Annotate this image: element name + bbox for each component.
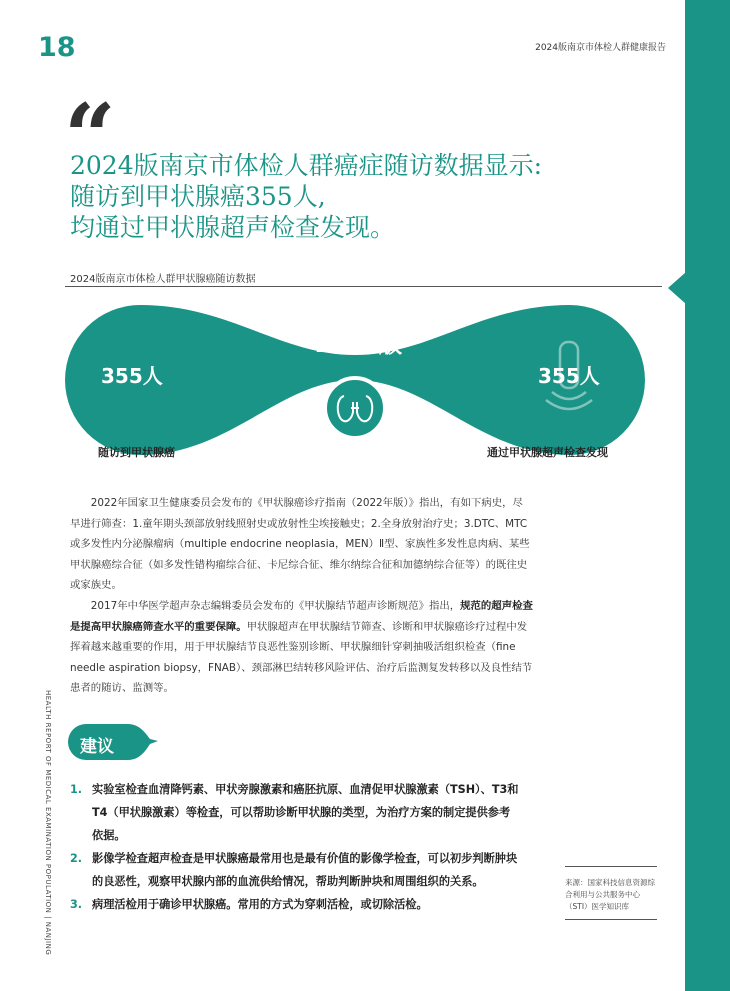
body-paragraph-1 [70,493,533,596]
body-paragraph-2 [70,596,533,699]
p2-emphasis: 规范的超声检查是提高甲状腺癌筛查水平的重要保障。 [70,600,533,633]
center-year-title: 2024版 [315,332,403,358]
advice-item-number: 3. [70,898,83,911]
advice-item [70,893,520,916]
caption-divider [65,286,662,287]
source-bottom-rule [565,919,657,920]
headline-line-3: 均通过甲状腺超声检查发现。 [70,213,396,242]
source-note [565,866,657,920]
headline-line-2: 随访到甲状腺癌355人, [70,182,326,211]
advice-item [70,847,520,893]
left-value: 355人 [101,364,163,388]
body-paragraph-1-text: 2022年国家卫生健康委员会发布的《甲状腺癌诊疗指南（2022年版）》指出，有如下病史，尽早进行筛查：1.童年期头颈部放射线照射史或放射性尘埃接触史；2.全身放射治疗史；3.DTC、MTC或多发性内分泌腺瘤病（multiple endocrine neoplasia，MEN）Ⅱ型、家族性多发性息肉病、某些甲状腺癌综合征（如多发性错构瘤综合征、卡尼综合征、维尔纳综合征和加德纳综合征等）的既往史或家族史。 [70,497,530,591]
report-title: 2024版南京市体检人群健康报告 [535,43,666,53]
advice-item-text: 病理活检用于确诊甲状腺癌。常用的方式为穿刺活检，或切除活检。 [92,898,428,911]
body-paragraph-2-text [70,596,533,699]
left-label: 随访到甲状腺癌 [98,446,175,459]
right-label: 通过甲状腺超声检查发现 [487,446,608,459]
advice-item-text: 实验室检查血清降钙素、甲状旁腺激素和癌胚抗原、血清促甲状腺激素（TSH）、T3和T4（甲状腺激素）等检查，可以帮助诊断甲状腺的类型，为治疗方案的制定提供参考依据。 [92,783,519,842]
side-color-band [685,0,730,991]
p2-lead: 2017年中华医学超声杂志编辑委员会发布的《甲状腺结节超声诊断规范》指出， [90,600,461,612]
quote-mark: “ [64,84,116,190]
advice-label: 建议 [80,737,114,757]
source-text: 来源：国家科技信息资源综合利用与公共服务中心（STI）医学知识库 [565,878,655,911]
headline-line-1: 2024版南京市体检人群癌症随访数据显示: [70,151,543,180]
infographic [60,300,650,460]
advice-item-text: 影像学检查超声检查是甲状腺癌最常用也是最有价值的影像学检查，可以初步判断肿块的良恶性，观察甲状腺内部的血流供给情况，帮助判断肿块和周围组织的关系。 [92,852,518,888]
vertical-report-label: HEALTH REPORT OF MEDICAL EXAMINATION POPULATION | NANJING [44,690,52,956]
infographic-caption: 2024版南京市体检人群甲状腺癌随访数据 [70,274,256,285]
p2-rest: 甲状腺超声在甲状腺结节筛查、诊断和甲状腺癌诊疗过程中发挥着越来越重要的作用，用于甲状腺结节良恶性鉴别诊断、甲状腺细针穿刺抽吸活组织检查（fine needle aspiration biopsy，FNAB）、颈部淋巴结转移风险评估、治疗后监测复发转移以及良性结节患者的随访、监测等。 [70,620,533,694]
advice-item [70,778,520,847]
advice-item-number: 1. [70,783,83,796]
headline [70,150,630,243]
right-value: 355人 [538,364,600,388]
side-notch [668,272,686,304]
page-number: 18 [38,32,76,63]
advice-item-number: 2. [70,852,83,865]
advice-list [70,778,520,916]
